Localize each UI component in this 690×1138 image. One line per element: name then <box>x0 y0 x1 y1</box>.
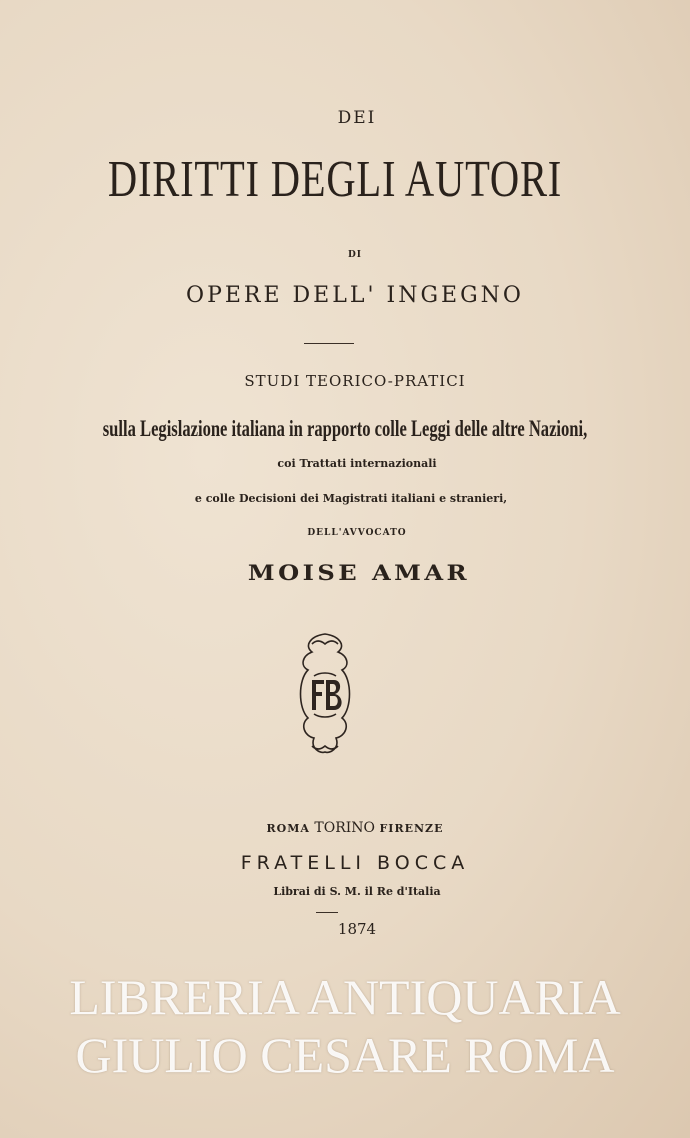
description-line-2: coi Trattati internazionali <box>277 457 437 470</box>
book-subtitle: OPERE DELL' INGEGNO <box>186 283 524 308</box>
city-firenze: FIRENZE <box>379 822 444 835</box>
author-prefix: DELL'AVVOCATO <box>307 528 407 538</box>
studies-line: STUDI TEORICO-PRATICI <box>244 372 466 390</box>
divider <box>304 343 354 344</box>
city-roma: ROMA <box>266 822 310 835</box>
watermark: LIBRERIA ANTIQUARIA GIULIO CESARE ROMA <box>69 969 621 1083</box>
publisher-cities <box>10 820 690 836</box>
publisher-note: Librai di S. M. il Re d'Italia <box>273 885 441 898</box>
publisher-monogram-icon <box>290 630 360 758</box>
title-connector: DI <box>347 250 362 260</box>
publication-year: 1874 <box>337 920 377 938</box>
title-prefix: DEI <box>337 108 377 128</box>
publisher-name: FRATELLI BOCCA <box>240 852 470 874</box>
description-line-1: sulla Legislazione italiana in rapporto colle Leggi delle altre Nazioni, <box>102 416 588 441</box>
city-torino: TORINO <box>314 820 376 836</box>
divider <box>316 912 338 913</box>
book-title: DIRITTI DEGLI AUTORI <box>107 151 563 208</box>
description-line-3: e colle Decisioni dei Magistrati italiani e stranieri, <box>194 492 508 505</box>
author-name: MOISE AMAR <box>247 560 471 585</box>
